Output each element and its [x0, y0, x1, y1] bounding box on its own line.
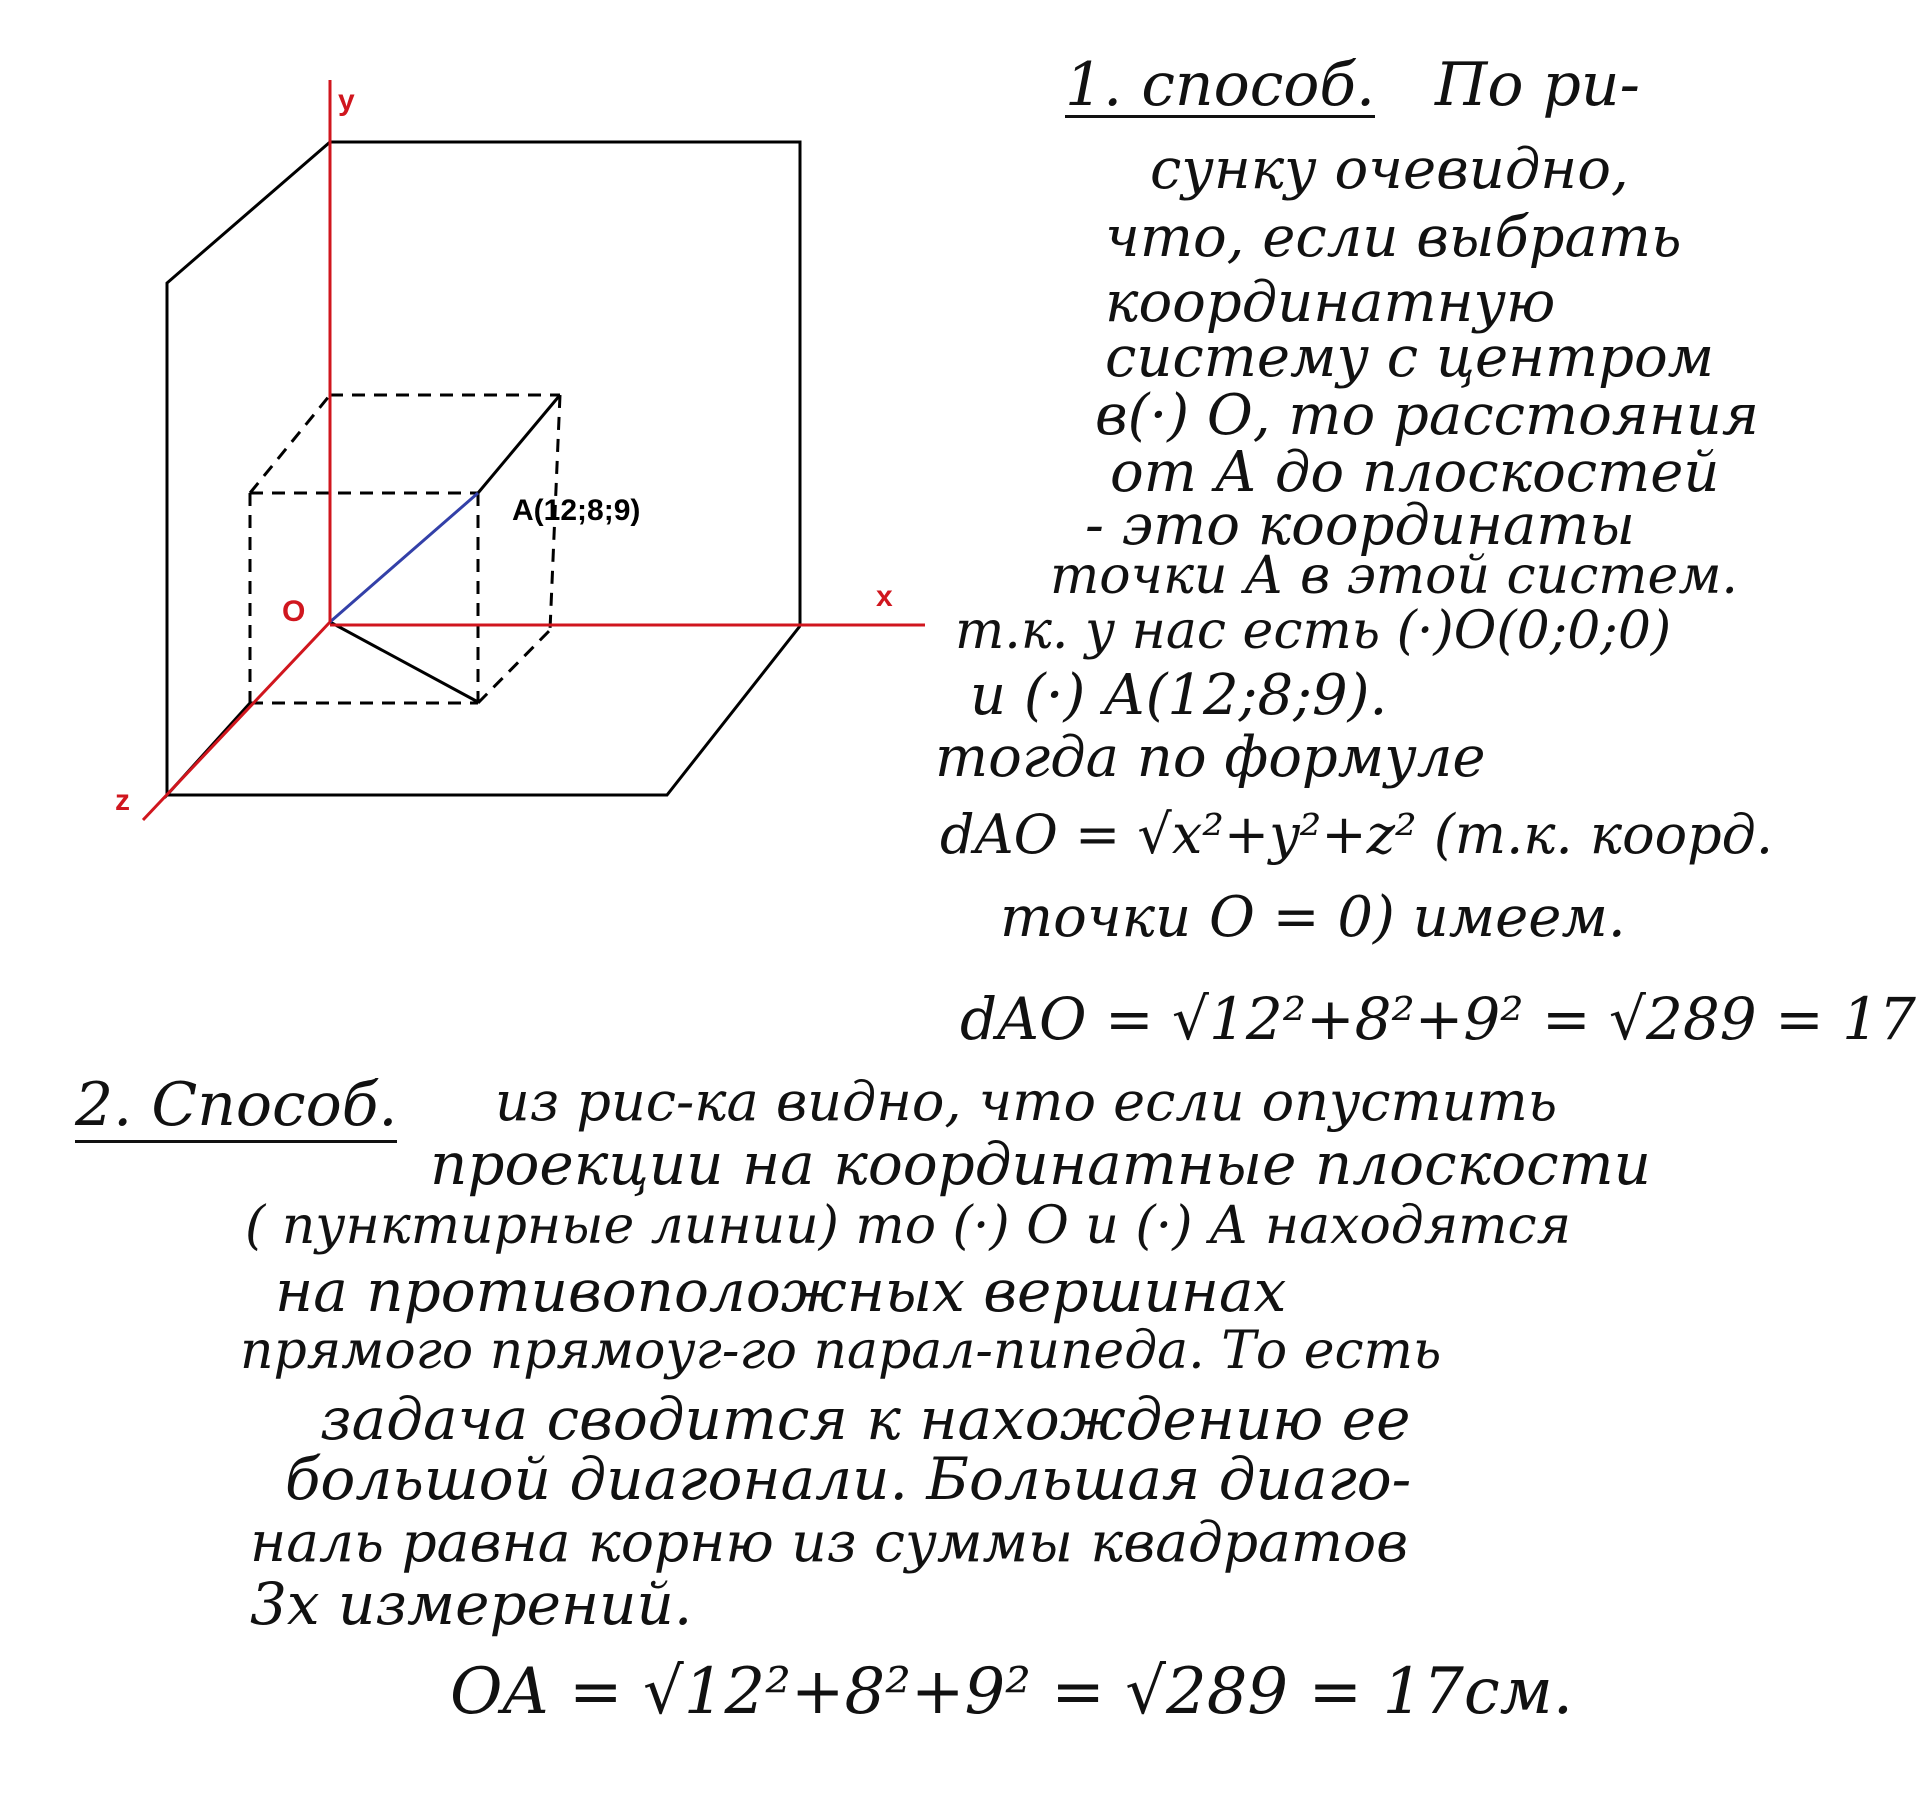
method1-line: т.к. у нас есть (·)О(0;0;0): [955, 601, 1672, 661]
z-axis: [143, 622, 330, 820]
method1-result: dAO = √12²+8²+9² = √289 = 17: [960, 985, 1916, 1053]
method2-line: прямого прямоуг-го парал-пипеда. То есть: [240, 1321, 1442, 1381]
method1-formula: dAO = √x²+y²+z² (т.к. коорд.: [940, 803, 1774, 866]
method2-heading: 2. Способ.: [75, 1070, 397, 1143]
method1-line: от А до плоскостей: [1110, 440, 1720, 505]
method1-line: тогда по формуле: [935, 725, 1486, 790]
x-axis-label: x: [876, 580, 893, 613]
method2-line: задача сводится к нахождению ее: [320, 1385, 1411, 1453]
coordinate-diagram: [0, 0, 960, 840]
method2-line: на противоположных вершинах: [275, 1257, 1287, 1325]
method2-line: большой диагонали. Большая диаго-: [285, 1445, 1412, 1513]
origin-label: O: [282, 595, 306, 628]
method2-number: [75, 1070, 398, 1140]
method2-line: 3х измерений.: [250, 1570, 693, 1638]
method1-line: точки А в этой систем.: [1050, 546, 1738, 606]
method1-line: По ри-: [1435, 50, 1640, 120]
method1-line: что, если выбрать: [1105, 205, 1682, 270]
plane-xz-outline: [167, 626, 800, 795]
method1-line: в(·) О, то расстояния: [1095, 383, 1759, 448]
method2-formula: OA = √12²+8²+9² = √289 = 17см.: [450, 1655, 1574, 1729]
method2-line: проекции на координатные плоскости: [430, 1130, 1651, 1198]
method1-line: - это координаты: [1085, 493, 1635, 558]
method1-line: сунку очевидно,: [1150, 137, 1629, 202]
method1-line: координатную: [1105, 270, 1556, 335]
method1-line: систему с центром: [1105, 325, 1715, 390]
z-axis-label: z: [115, 784, 130, 817]
method2-line: ( пунктирные линии) то (·) О и (·) А находятся: [245, 1196, 1572, 1256]
method1-line: точки О = 0) имеем.: [1000, 885, 1626, 950]
method1-heading: 1. способ.: [1065, 50, 1376, 120]
box-edge-top-diagonal: [478, 395, 560, 493]
segment-OA: [330, 493, 478, 622]
method2-line: из рис-ка видно, что если опустить: [495, 1070, 1558, 1133]
point-A-label: A(12;8;9): [512, 494, 641, 527]
box-edge-base-diagonal: [330, 622, 478, 702]
method2-line: наль равна корню из суммы квадратов: [250, 1510, 1409, 1574]
y-axis-label: y: [338, 84, 355, 117]
method1-line: и (·) А(12;8;9).: [970, 663, 1388, 728]
plane-xy-outline: [330, 142, 800, 626]
